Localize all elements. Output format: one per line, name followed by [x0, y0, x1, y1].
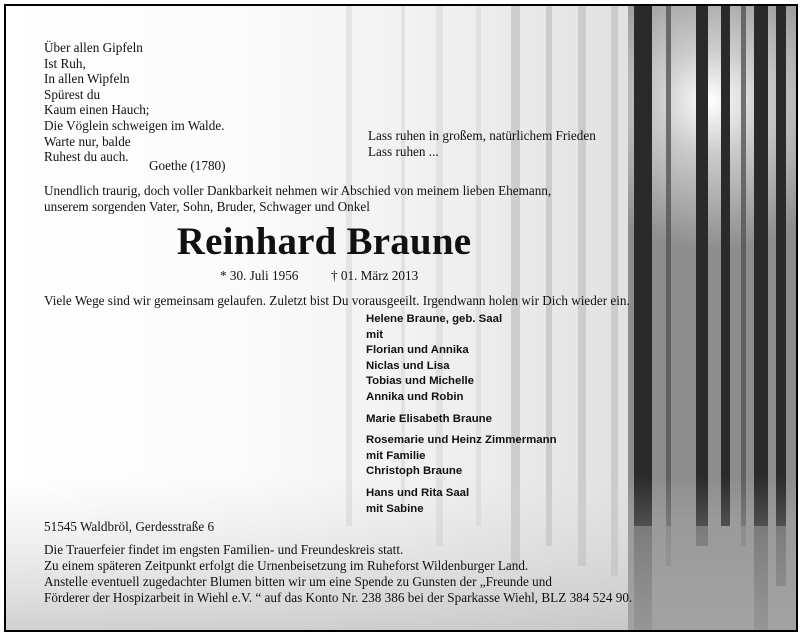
mourner: Niclas und Lisa: [366, 359, 450, 372]
mourner: mit Familie: [366, 449, 426, 462]
footer-line-1: Die Trauerfeier findet im engsten Familien- und Freundeskreis statt.: [44, 542, 404, 557]
poem-line: Die Vöglein schweigen im Walde.: [44, 117, 225, 133]
mourner: Florian und Annika: [366, 344, 469, 357]
poem-line: Ruhest du auch.: [44, 149, 129, 165]
footer-line-4: Förderer der Hospizarbeit in Wiehl e.V. “ auf das Konto Nr. 238 386 bei der Sparkasse Wiehl, BLZ 384 524 90.: [44, 590, 633, 605]
mourner: Rosemarie und Heinz Zimmermann: [366, 434, 557, 447]
poem-line: Über allen Gipfeln: [44, 40, 143, 55]
obituary-notice: [4, 4, 798, 632]
footer-line-3: Anstelle eventuell zugedachter Blumen bitten wir um eine Spende zu Gunsten der „Freunde und: [44, 574, 552, 589]
poem-line: Ist Ruh,: [44, 55, 86, 71]
poem-line: Spürest du: [44, 86, 101, 102]
quote-line-1: Lass ruhen in großem, natürlichem Frieden: [368, 128, 596, 143]
tagline: Viele Wege sind wir gemeinsam gelaufen. Zuletzt bist Du vorausgeeilt. Irgendwann holen wir Dich wieder ein.: [44, 293, 630, 308]
poem-author: Goethe (1780): [149, 158, 226, 173]
mourner: Helene Braune, geb. Saal: [366, 313, 503, 325]
mourner: Tobias und Michelle: [366, 375, 475, 388]
mourner: Hans und Rita Saal: [366, 486, 470, 499]
mourner: mit: [366, 328, 384, 341]
birth-date: * 30. Juli 1956: [220, 268, 299, 283]
mourner: Annika und Robin: [366, 390, 464, 403]
footer-line-2: Zu einem späteren Zeitpunkt erfolgt die Urnenbeisetzung im Ruheforst Wildenburger Land.: [44, 558, 529, 573]
mourners-list: [366, 312, 557, 517]
poem-line: Warte nur, balde: [44, 133, 131, 149]
intro-line-2: unserem sorgenden Vater, Sohn, Bruder, Schwager und Onkel: [44, 199, 370, 214]
mourner: Marie Elisabeth Braune: [366, 412, 492, 425]
deceased-name: Reinhard Braune: [176, 220, 472, 263]
poem-line: Kaum einen Hauch;: [44, 102, 150, 118]
mourner: mit Sabine: [366, 502, 424, 515]
address: 51545 Waldbröl, Gerdesstraße 6: [44, 519, 215, 534]
goethe-poem: [44, 40, 224, 165]
intro-line-1: Unendlich traurig, doch voller Dankbarkeit nehmen wir Abschied von meinem lieben Ehemann,: [44, 183, 552, 198]
quote-line-2: Lass ruhen ...: [368, 144, 439, 159]
mourner: Christoph Braune: [366, 465, 463, 478]
death-date: † 01. März 2013: [331, 268, 419, 283]
poem-line: In allen Wipfeln: [44, 71, 130, 87]
